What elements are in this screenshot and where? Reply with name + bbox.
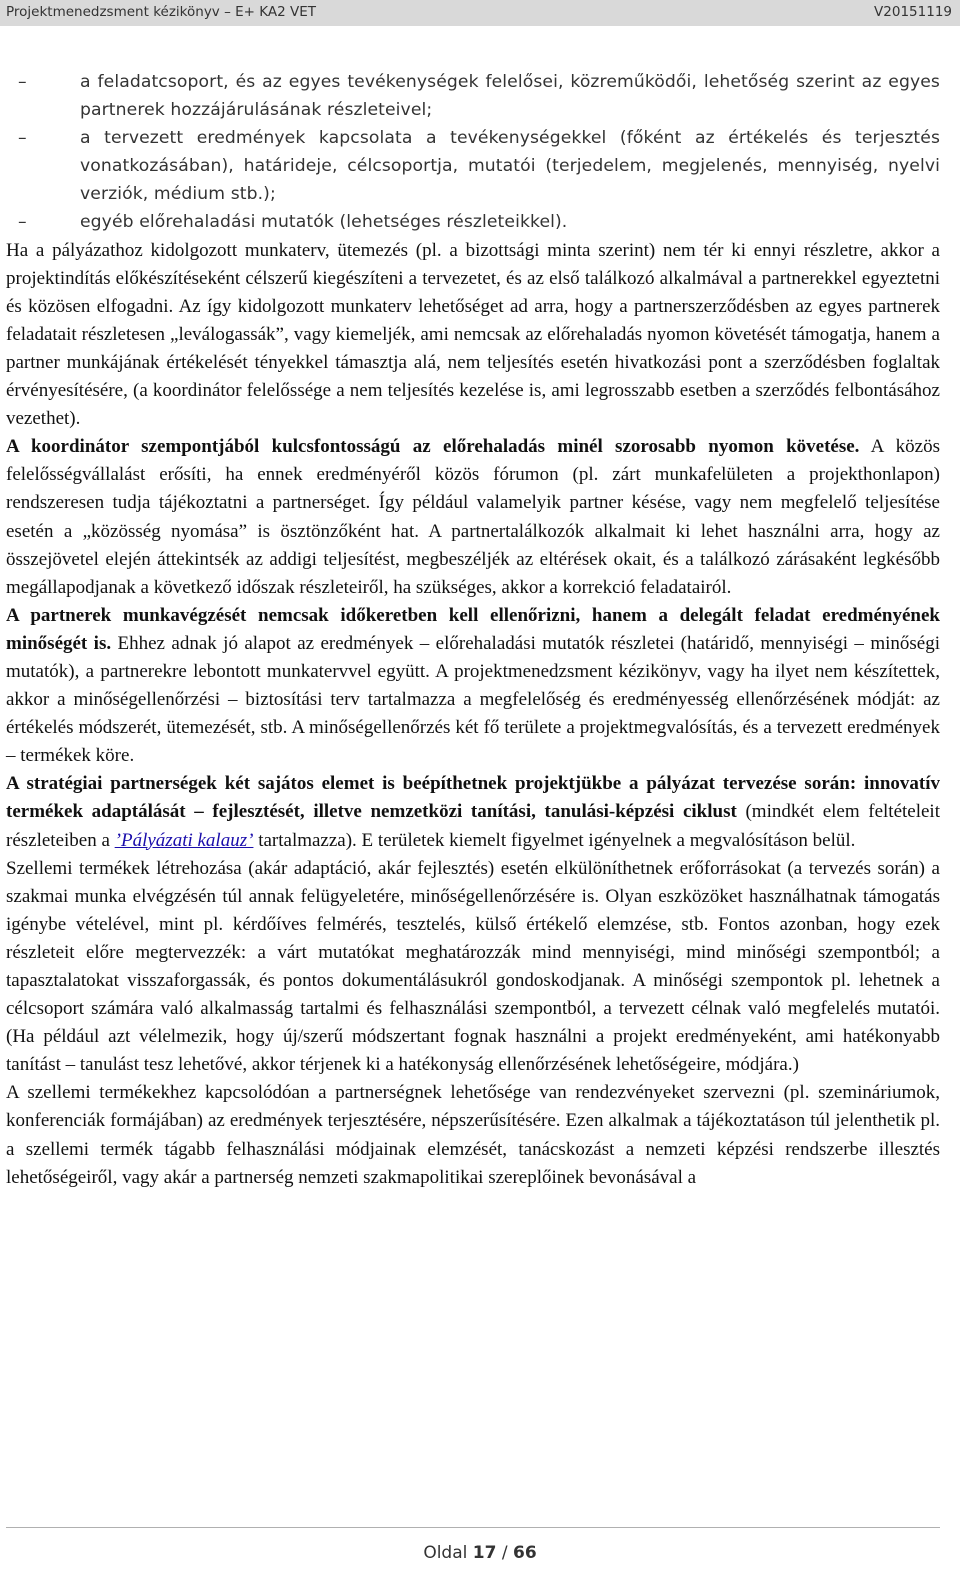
list-item-text: a tervezett eredmények kapcsolata a tevékenységekkel (főként az értékelés és terjesztés vonatkozásában), határideje, célcsoportja, mutatói (terjedelem, megjelenés, mennyiség, nyelvi verziók, médium stb.); (80, 128, 940, 205)
footer-divider (6, 1527, 940, 1528)
list-item (6, 68, 940, 124)
paragraph (6, 770, 940, 854)
document-body (6, 68, 940, 1192)
paragraph (6, 237, 940, 434)
list-item-text: egyéb előrehaladási mutatók (lehetséges részleteikkel). (80, 212, 568, 233)
paragraph-text: Ha a pályázathoz kidolgozott munkaterv, ütemezés (pl. a bizottsági minta szerint) nem tér ki ennyi részletre, akkor a projektindítás előkészítéseként célszerű kiegészíteni a tervezetet, és az első találkozó alkalmával a partnerekkel egyeztetni és közösen elfogadni. Az így kidolgozott munkaterv lehetőséget ad arra, hogy a partnerszerződésben az egyes partnerek feladatait részletesen „leválogassák”, vagy kiemeljék, ami nemcsak az előrehaladás nyomon követését támogatja, hanem a partner munkájának értékelését tényekkel támasztja alá, nem teljesítés esetén hivatkozási pont a szerződésben foglaltak érvényesítésére, (a koordinátor felelőssége a nem teljesítés kezelése is, ami legrosszabb esetben a szerződés felbontásához vezethet). (6, 239, 940, 430)
paragraph-bold-lead: A partnerek munkavégzését nemcsak időkeretben kell ellenőrizni, hanem a delegált feladat eredményének minőségét is. (6, 604, 940, 654)
dash-bullet: – (18, 128, 27, 149)
page-label: Oldal (423, 1543, 468, 1563)
header-title: Projektmenedzsment kézikönyv – E+ KA2 VET (6, 4, 317, 20)
paragraph-text: tartalmazza). E területek kiemelt figyelmet igényelnek a megvalósításon belül. (253, 829, 856, 851)
list-item (6, 208, 940, 236)
page-header (0, 0, 960, 26)
paragraph-bold-lead: A stratégiai partnerségek két sajátos elemet is beépíthetnek projektjükbe a pályázat tervezése során: innovatív termékek adaptálását – fejlesztését, illetve nemzetközi tanítási, tanulási-képzési ciklust (6, 773, 940, 823)
palyazati-kalauz-link[interactable]: ’Pályázati kalauz’ (114, 829, 254, 851)
list-item (6, 124, 940, 208)
page-total: 66 (513, 1543, 537, 1563)
paragraph-bold-lead: A koordinátor szempontjából kulcsfontosságú az előrehaladás minél szorosabb nyomon követése. (6, 436, 860, 458)
paragraph-text: (mindkét elem feltételeit részleteiben a (6, 801, 940, 851)
dash-bullet: – (18, 72, 27, 92)
paragraph (6, 602, 940, 771)
dash-bullet: – (18, 212, 27, 233)
paragraph-text: A közös felelősségvállalást erősíti, ha ennek eredményéről közös fórumon (pl. zárt munkafelületen a projekthonlapon) rendszeresen tudja tájékoztatni a partnerséget. Így például valamelyik partner késése, vagy nem megfelelő teljesítése esetén a „közösség nyomása” is ösztönzőként hat. A partnertalálkozók alkalmait ki lehet használni arra, hogy az összejövetel elején áttekintsék az addigi teljesítést, megbeszéljék az eltérések okait, és a találkozó zárásaként legkésőbb megállapodjanak a következő időszak részleteiről, ha szükséges, akkor a korrekció feladatairól. (6, 436, 940, 598)
paragraph (6, 855, 940, 1080)
page-current: 17 (472, 1543, 497, 1563)
paragraph (6, 433, 940, 602)
paragraph (6, 1079, 940, 1191)
paragraph-text: A szellemi termékekhez kapcsolódóan a partnerségnek lehetősége van rendezvényeket szervezni (pl. szemináriumok, konferenciák formájában) az eredmények terjesztésére, népszerűsítésére. Ezen alkalmak a tájékoztatáson túl jelenthetik pl. a szellemi termék tágabb felhasználási módjainak elemzését, tanácskozást a nemzeti képzési rendszerbe illesztés lehetőségeiről, vagy akár a partnerség nemzeti szakmapolitikai szereplőinek bevonásával a (6, 1082, 940, 1188)
header-version: V20151119 (874, 4, 952, 20)
page-footer (0, 1543, 960, 1563)
paragraph-text: Ehhez adnak jó alapot az eredmények – előrehaladási mutatók részletei (határidő, mennyiségi – minőségi mutatók), a partnerekre lebontott munkatervvel együtt. A projektmenedzsment kézikönyv, vagy ha ilyet nem készítettek, akkor a minőségellenőrzési – biztosítási terv tartalmazza a megfelelőség és eredményesség ellenőrzésének módját: az értékelés módszerét, ütemezését, stb. A minőségellenőrzés két fő területe a projektmegvalósítás, és a tervezett eredmények – termékek köre. (6, 632, 941, 767)
paragraph-text: Szellemi termékek létrehozása (akár adaptáció, akár fejlesztés) esetén elkülöníthetnek erőforrásokat (a tervezés során) a szakmai munka elvégzésén túl annak felügyeletére, minőségellenőrzésére is. Olyan eszközöket használhatnak támogatás igénybe vételével, mint pl. kérdőíves felmérés, tesztelés, külső értékelő elemzése, stb. Fontos azonban, hogy ezek részleteit előre megtervezzék: a várt mutatókat meghatározzák mind mennyiségi, mind minőségi szempontból; a tapasztalatokat visszaforgassák, és pontos dokumentálásukról gondoskodjanak. A minőségi szempontok pl. lehetnek a célcsoport számára való alkalmasság tartalmi és felhasználási szempontból, a tervezett célnak való megfelelés mutatói. (Ha például azt vélelmezik, hogy új/szerű módszertant fognak használni a projekt eredményeként, ami hatékonyabb tanítást – tanulást tesz lehetővé, akkor térjenek ki a hatékonyság ellenőrzésének lehetőségeire, módjára.) (6, 857, 940, 1076)
page-separator: / (501, 1543, 508, 1563)
list-item-text: a feladatcsoport, és az egyes tevékenységek felelősei, közreműködői, lehetőség szerint az egyes partnerek hozzájárulásának részleteivel; (80, 72, 940, 121)
